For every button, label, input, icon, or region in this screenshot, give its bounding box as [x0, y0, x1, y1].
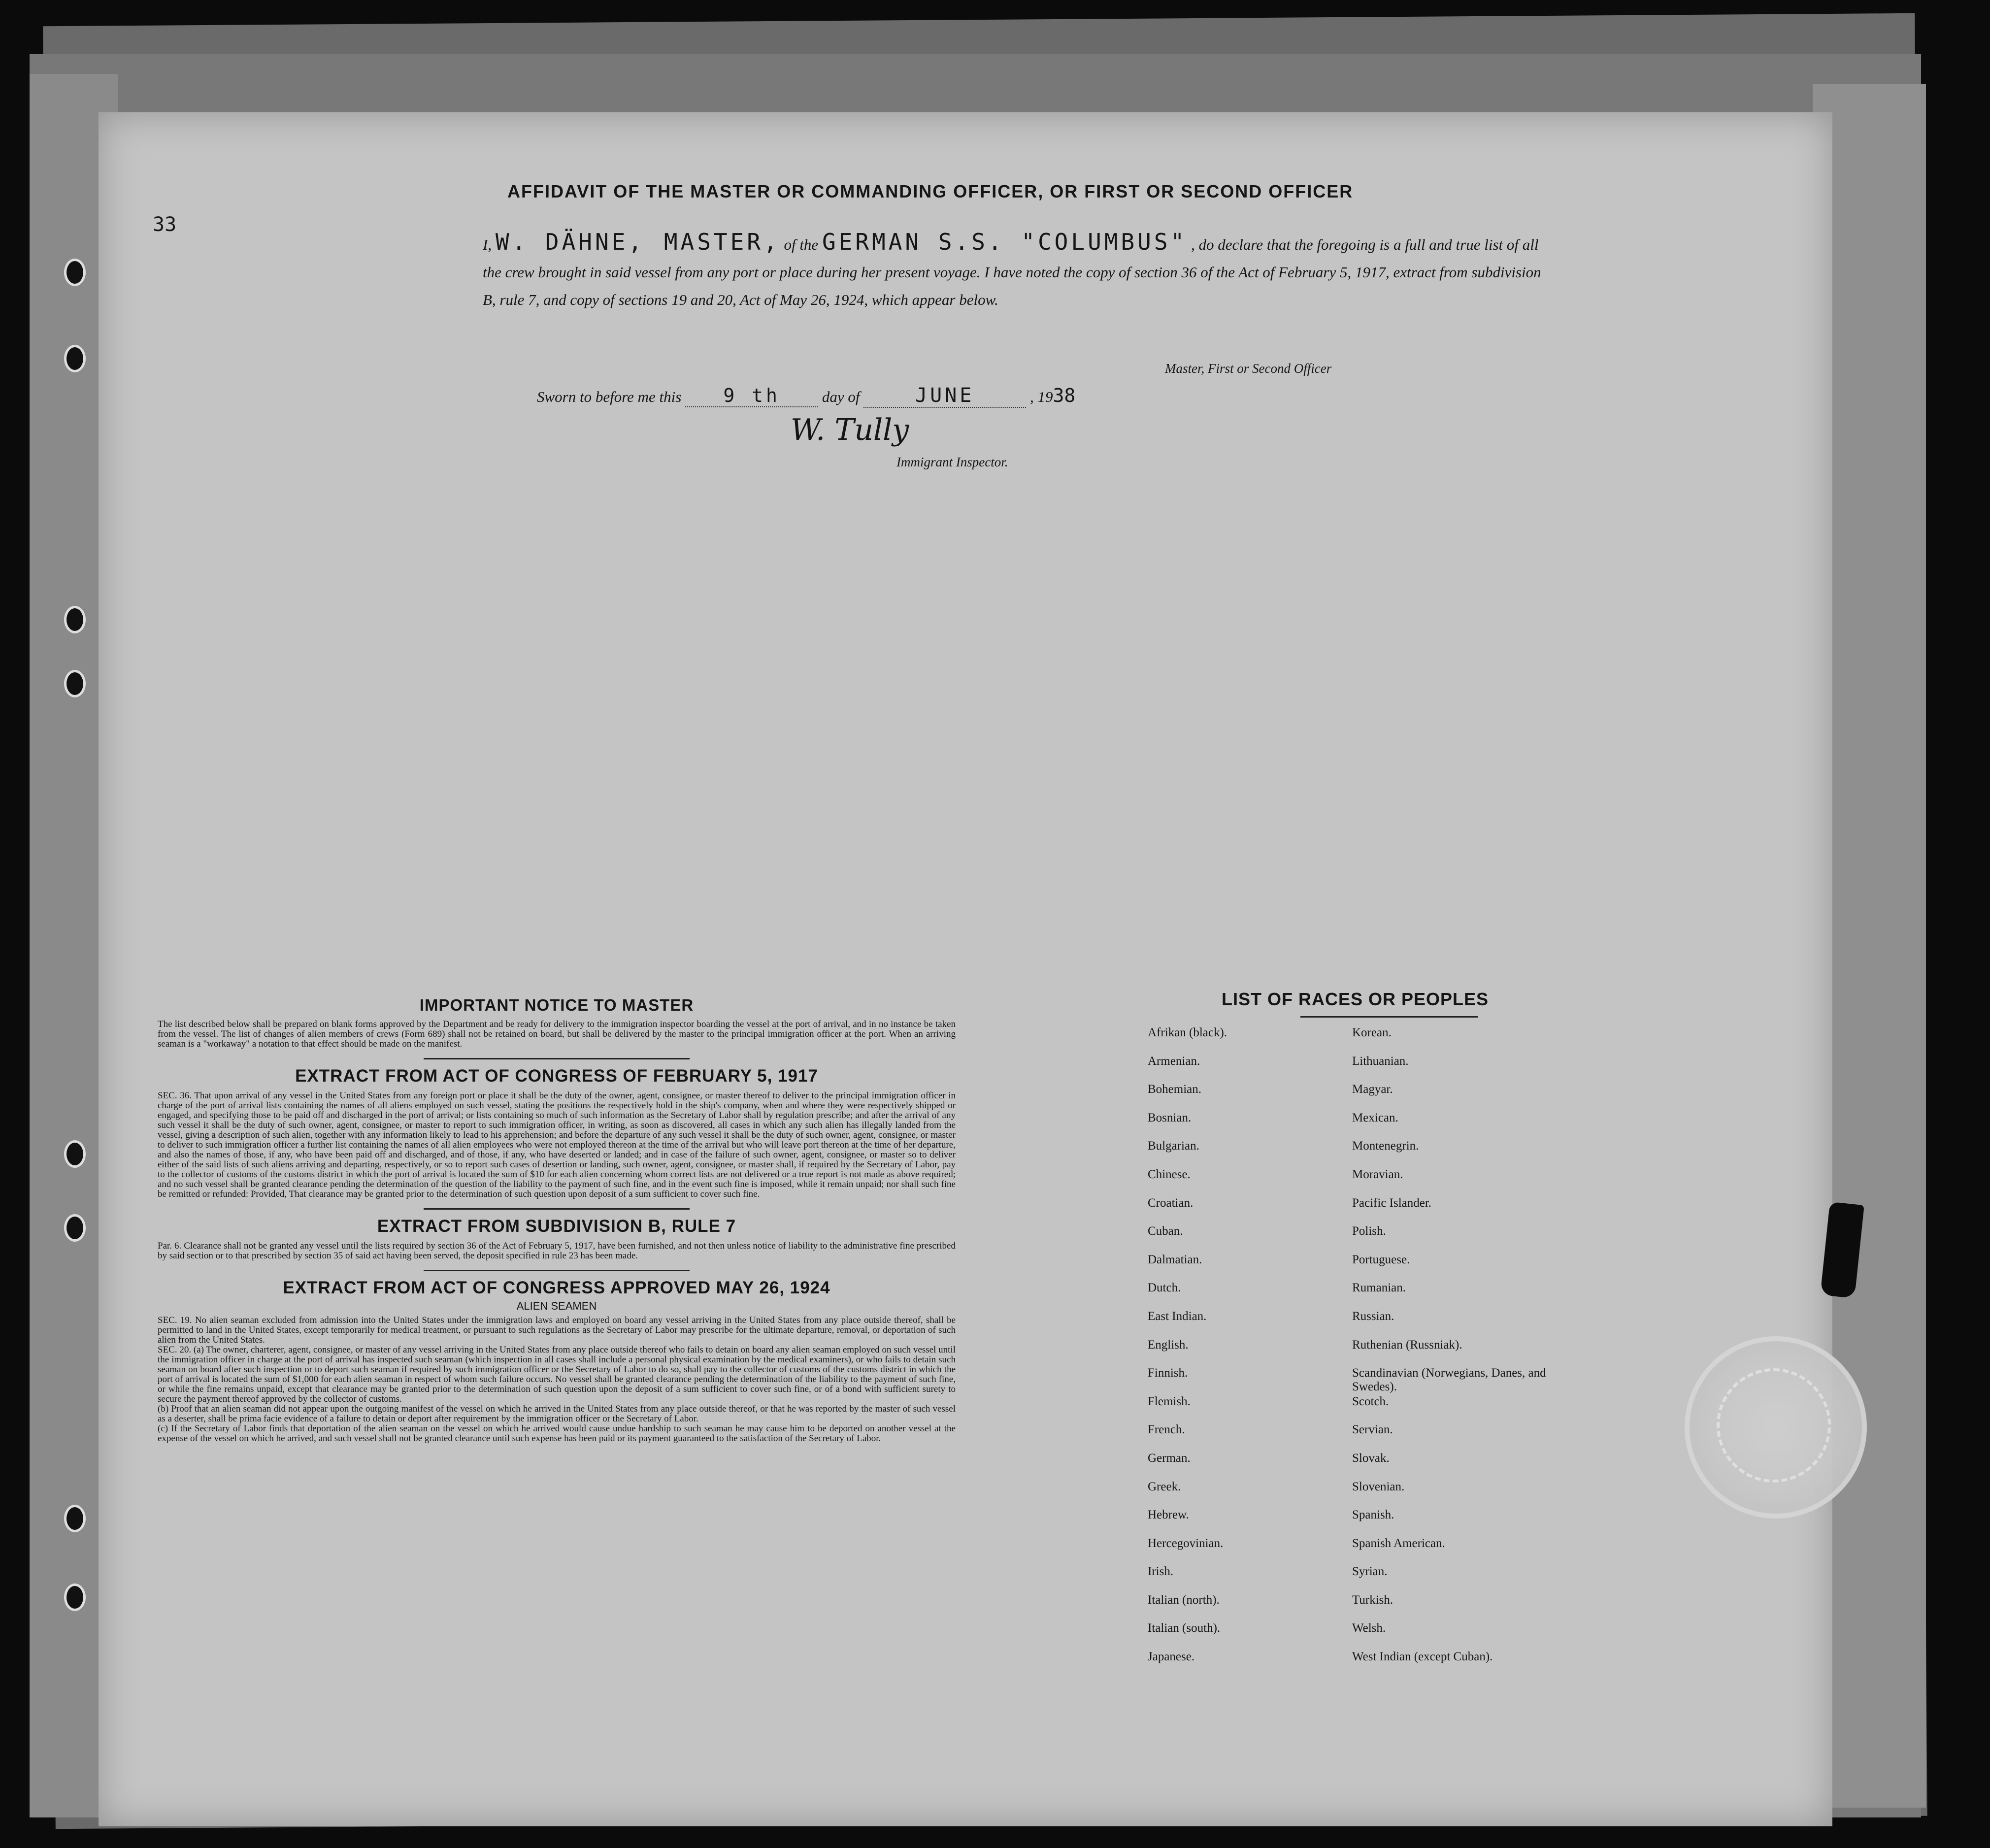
divider [424, 1270, 690, 1271]
race-item: Cuban. [1148, 1224, 1183, 1238]
race-item: Korean. [1352, 1026, 1392, 1039]
declaration-i: I, [483, 236, 492, 253]
extract-1917-title: EXTRACT FROM ACT OF CONGRESS OF FEBRUARY 5, 1917 [295, 1066, 818, 1086]
race-item: East Indian. [1148, 1309, 1207, 1323]
race-item: Croatian. [1148, 1196, 1194, 1210]
extract-1924-sec20a: SEC. 20. (a) The owner, charterer, agent, consignee, or master of any vessel arriving in the United States from any place outside thereof who fails to detain on board any alien seaman employed on such vessel until the immigration officer in charge at the port of arrival has inspected such seaman (which inspection in all cases shall include a personal physical examination by the medical examiners), or who fails to detain such seaman on board after such inspection or to deport such seaman if required by such immigration officer or the Secretary of Labor to do so, shall pay to the collector of customs of the customs district in which the port of arrival is located the sum of $1,000 for each alien seaman in respect of whom such failure occurs. No vessel shall be granted clearance pending the determination of the liability to the payment of such fine, or while the fine remains unpaid, except that clearance may be granted prior to the determination of such question upon the deposit of a sum sufficient to cover such fine, or of a bond with sufficient surety to secure the payment thereof approved by the collector of customs. [158, 1345, 956, 1404]
embossed-seal [1685, 1336, 1867, 1518]
subdivision-b-title: EXTRACT FROM SUBDIVISION B, RULE 7 [377, 1217, 736, 1236]
race-item: Dutch. [1148, 1281, 1181, 1295]
master-rank: MASTER, [663, 229, 780, 255]
race-item: Bosnian. [1148, 1111, 1192, 1124]
race-item: Hebrew. [1148, 1508, 1189, 1522]
races-title: LIST OF RACES OR PEOPLES [1222, 989, 1489, 1009]
sworn-year: 38 [1053, 385, 1076, 406]
sworn-prefix: Sworn to before me this [537, 388, 682, 405]
notice-text: The list described below shall be prepared on blank forms approved by the Department and be ready for delivery to the immigration inspector boarding the vessel at the port of arrival, and in no instance be taken from the vessel. The list of changes of alien members of crews (Form 689) shall not be retained on board, but shall be delivered by the master to the principal immigration officer at the port. When an arriving seaman is a "workaway" a notation to that effect should be made on the manifest. [158, 1019, 956, 1049]
race-item: Dalmatian. [1148, 1253, 1202, 1266]
binder-hole-icon [64, 259, 86, 286]
race-item: Finnish. [1148, 1366, 1188, 1380]
race-item: Armenian. [1148, 1054, 1200, 1068]
margin-number: 33 [153, 213, 177, 236]
race-item: Rumanian. [1352, 1281, 1406, 1295]
race-item: Welsh. [1352, 1621, 1386, 1635]
race-item: Mexican. [1352, 1111, 1398, 1124]
binder-hole-icon [64, 670, 86, 697]
extract-1917-text: SEC. 36. That upon arrival of any vessel in the United States from any foreign port or place it shall be the duty of the owner, agent, consignee, or master thereof to deliver to the principal immigration officer in charge of the port of arrival lists containing the names of all aliens employed on such vessel, stating the positions the respectively hold in the ship's company, when and where they were respectively shipped or engaged, and specifying those to be paid off and discharged in the port of arrival; or lists containing so much of such information as the Secretary of Labor shall by regulation prescribe; and after the arrival of any such vessel it shall be the duty of such owner, agent, consignee, or master to report to such immigration officer, in writing, as soon as discovered, all cases in which any such alien has illegally landed from the vessel, giving a description of such alien, together with any information likely to lead to his apprehension; and before the departure of any such vessel it shall be the duty of such owner, agent, consignee, or master to deliver to such immigration officer a further list containing the names of all alien employees who were not employed thereon at the time of the arrival but who will leave port thereon at the time of her departure, and also the names of those, if any, who have been paid off and discharged, and of those, if any, who have deserted or landed; and in case of the failure of such owner, agent, consignee, or master so to deliver either of the said lists of such aliens arriving and departing, respectively, or so to report such cases of desertion or landing, such owner, agent, consignee, or master shall, if required by the Secretary of Labor, pay to the collector of customs of the customs district in which the port of arrival is located the sum of $10 for each alien concerning whom correct lists are not delivered or a true report is not made as above required; and no such vessel shall be granted clearance pending the determination of the question of the liability to the payment of such fine, and in the event such fine is imposed, while it remain unpaid; nor shall such fine be remitted or refunded: Provided, That clearance may be granted prior to the determination of such question upon deposit of a sum sufficient to cover such fine. [158, 1090, 956, 1199]
race-item: Hercegovinian. [1148, 1536, 1224, 1550]
notice-title: IMPORTANT NOTICE TO MASTER [419, 996, 694, 1014]
race-item: West Indian (except Cuban). [1352, 1650, 1493, 1664]
of-the-label: of the [784, 236, 819, 253]
race-item: Moravian. [1352, 1167, 1403, 1181]
race-item: Polish. [1352, 1224, 1386, 1238]
master-name: W. DÄHNE, [495, 229, 645, 255]
inspector-label: Immigrant Inspector. [896, 455, 1008, 469]
race-item: Syrian. [1352, 1565, 1388, 1579]
day-of-label: day of [822, 388, 860, 405]
sworn-month-field [863, 384, 1026, 408]
document-page [99, 112, 1832, 1826]
race-item: Scandinavian (Norwegians, Danes, and Swedes). [1352, 1366, 1546, 1394]
race-item: Slovak. [1352, 1451, 1390, 1465]
race-item: Afrikan (black). [1148, 1026, 1227, 1039]
race-item: Pacific Islander. [1352, 1196, 1432, 1210]
binder-hole-icon [64, 1584, 86, 1611]
race-item: Turkish. [1352, 1593, 1393, 1607]
race-item: Montenegrin. [1352, 1139, 1419, 1153]
race-item: Flemish. [1148, 1394, 1191, 1408]
binder-hole-icon [64, 345, 86, 372]
binder-hole-icon [64, 1505, 86, 1532]
race-item: Italian (north). [1148, 1593, 1220, 1607]
race-item: Servian. [1352, 1423, 1393, 1437]
races-divider [1300, 1016, 1478, 1018]
race-item: Scotch. [1352, 1394, 1389, 1408]
races-list [1148, 1026, 1581, 1679]
race-item: Japanese. [1148, 1650, 1195, 1664]
binder-hole-icon [64, 1140, 86, 1168]
race-item: Ruthenian (Russniak). [1352, 1338, 1462, 1352]
vessel-name: GERMAN S.S. "COLUMBUS" [822, 229, 1188, 255]
binder-hole-icon [64, 1214, 86, 1242]
extract-1924-sec19: SEC. 19. No alien seaman excluded from admission into the United States under the immigration laws and employed on board any vessel arriving in the United States from any place outside thereof, shall be permitted to land in the United States, except temporarily for medical treatment, or pursuant to such regulations as the Secretary of Labor may prescribe for the ultimate departure, removal, or deportation of such alien from the United States. [158, 1315, 956, 1345]
race-item: Magyar. [1352, 1083, 1393, 1096]
race-item: Slovenian. [1352, 1480, 1405, 1493]
seal-ring [1717, 1368, 1831, 1483]
extract-1924-title: EXTRACT FROM ACT OF CONGRESS APPROVED MAY 26, 1924 [283, 1278, 830, 1297]
race-item: Lithuanian. [1352, 1054, 1409, 1068]
extract-1924-sec20c: (c) If the Secretary of Labor finds that deportation of the alien seaman on the vessel on which he arrived would cause undue hardship to such seaman he may cause him to be deported on another vessel at the expense of the vessel on which he arrived, and such vessel shall not be granted clearance until such expense has been paid or its payment guaranteed to the satisfaction of the Secretary of Labor. [158, 1423, 956, 1444]
race-item: English. [1148, 1338, 1189, 1352]
race-item: Chinese. [1148, 1167, 1191, 1181]
race-item: German. [1148, 1451, 1191, 1465]
race-item: Italian (south). [1148, 1621, 1221, 1635]
sworn-line [537, 384, 1075, 408]
extract-1924-sec20b: (b) Proof that an alien seaman did not appear upon the outgoing manifest of the vessel on which he arrived in the United States from any place outside thereof, or that he was reported by the master of such vessel as a deserter, shall be prima facie evidence of a failure to detain or deport after requirement by the immigration officer or the Secretary of Labor. [158, 1404, 956, 1424]
race-item: French. [1148, 1423, 1185, 1437]
race-item: Irish. [1148, 1565, 1174, 1579]
race-item: Spanish. [1352, 1508, 1394, 1522]
subdivision-b-text: Par. 6. Clearance shall not be granted any vessel until the lists required by section 36 of the Act of February 5, 1917, have been furnished, and not then unless notice of liability to the administrative fine prescribed by said section or to that prescribed by section 35 of said act having been served, the deposit specified in rule 23 has been made. [158, 1241, 956, 1261]
sworn-day: 9 th [723, 385, 780, 406]
race-item: Greek. [1148, 1480, 1181, 1493]
race-item: Bulgarian. [1148, 1139, 1199, 1153]
race-item: Russian. [1352, 1309, 1394, 1323]
race-item: Spanish American. [1352, 1536, 1445, 1550]
master-officer-label: Master, First or Second Officer [1165, 361, 1332, 376]
declaration [483, 228, 1557, 314]
race-item: Portuguese. [1352, 1253, 1410, 1266]
legal-notices [158, 989, 956, 1444]
affidavit-title: AFFIDAVIT OF THE MASTER OR COMMANDING OFFICER, OR FIRST OR SECOND OFFICER [507, 181, 1354, 201]
alien-seamen-subtitle: ALIEN SEAMEN [516, 1300, 597, 1312]
divider [424, 1208, 690, 1210]
sworn-month: JUNE [915, 384, 975, 407]
sworn-day-field [685, 385, 818, 407]
year-prefix: , 19 [1029, 388, 1053, 405]
race-item: Bohemian. [1148, 1083, 1202, 1096]
declaration-text: , do declare that the foregoing is a full and true list of all the crew brought in said vessel from any port or place during her present voyage. I have noted the copy of section 36 of the Act of February 5, 1917, extract from subdivision B, rule 7, and copy of sections 19 and 20, Act of May 26, 1924, which appear below. [483, 236, 1541, 308]
divider [424, 1058, 690, 1059]
binder-hole-icon [64, 606, 86, 633]
inspector-signature: W. Tully [791, 413, 909, 447]
